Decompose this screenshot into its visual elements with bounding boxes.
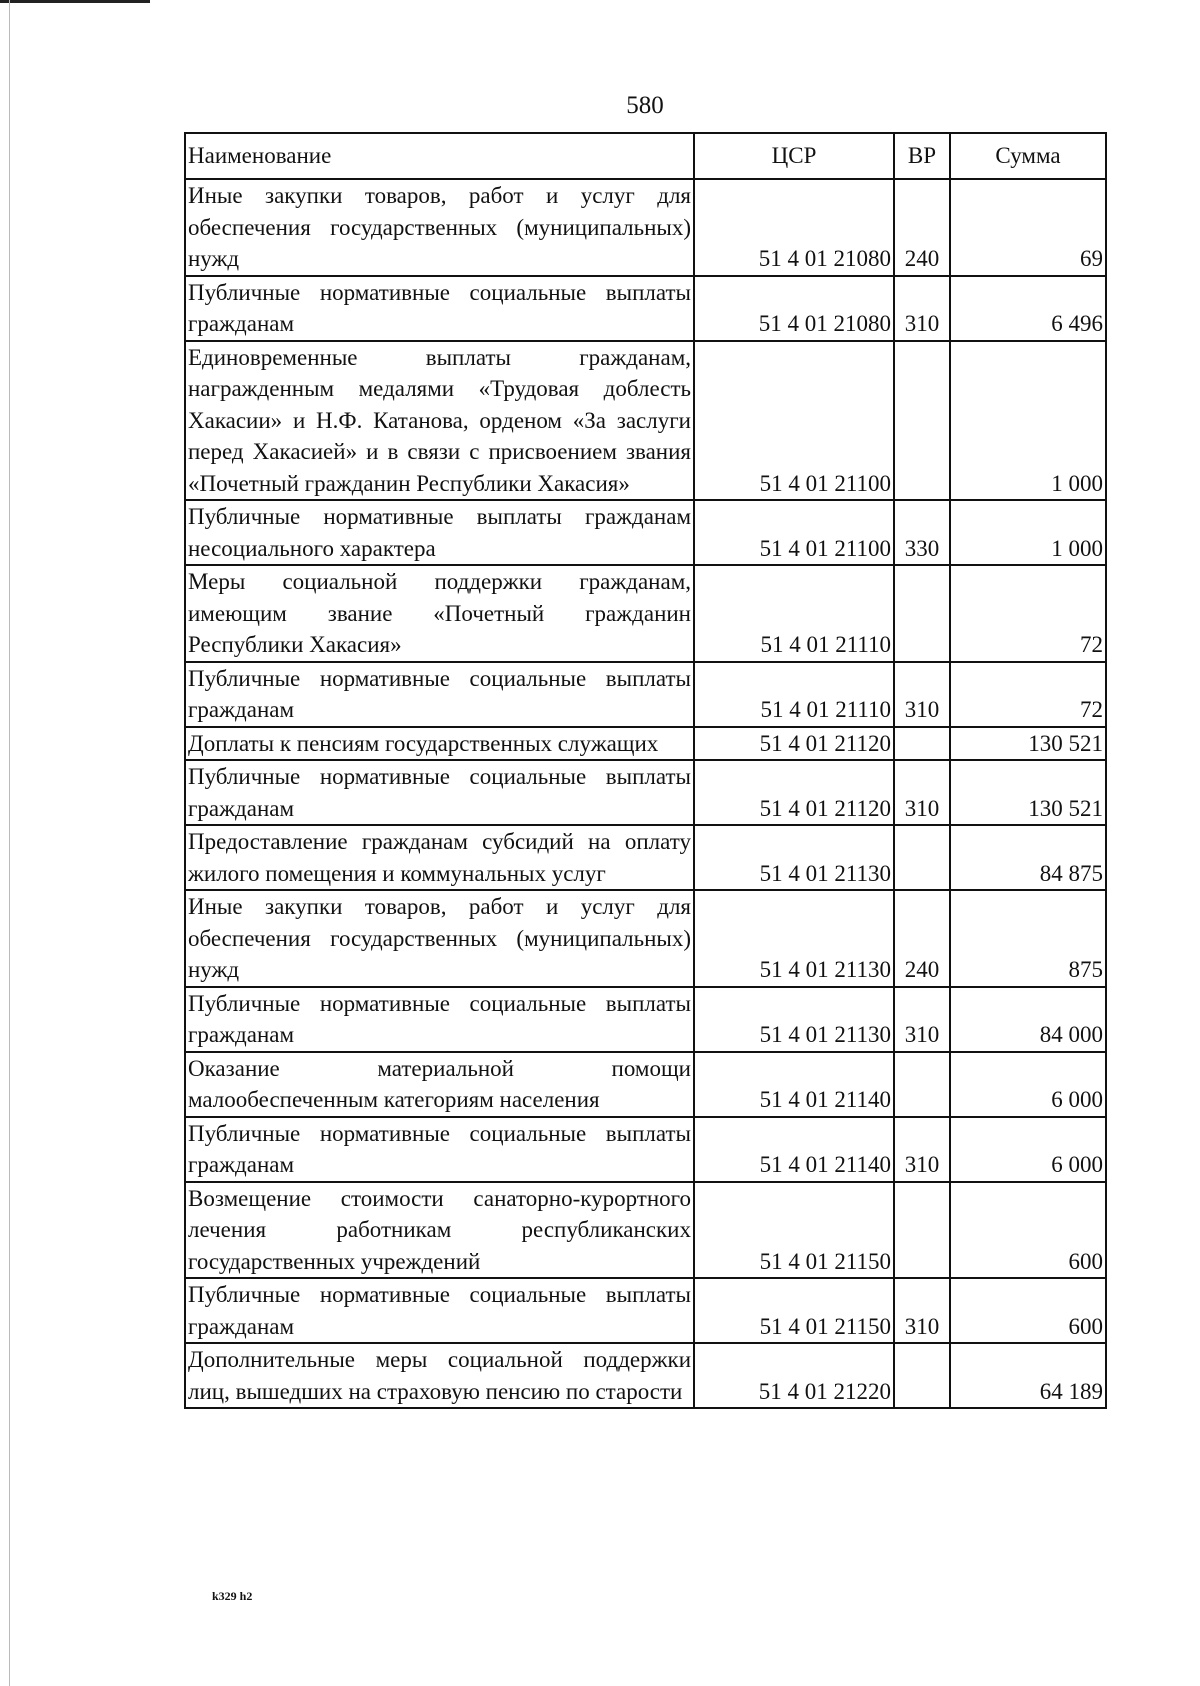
row-name-cell: Иные закупки товаров, работ и услуг для обеспечения государственных (муниципальных) нужд [185,179,694,276]
footer-code: k329 h2 [212,1589,253,1603]
row-csr-cell: 51 4 01 21220 [694,1343,894,1408]
table-row [185,760,1106,825]
row-vr-cell: 310 [894,276,950,341]
row-csr-cell: 51 4 01 21140 [694,1052,894,1117]
row-csr-cell: 51 4 01 21080 [694,179,894,276]
table-row [185,825,1106,890]
table-row [185,662,1106,727]
row-sum-cell: 72 [950,662,1106,727]
row-name-cell: Дополнительные меры социальной поддержки лиц, вышедших на страховую пенсию по старости [185,1343,694,1408]
table-row [185,276,1106,341]
row-vr-cell [894,341,950,501]
table-header-row [185,133,1106,179]
row-name-cell: Возмещение стоимости санаторно-курортного лечения работникам республиканских государственных учреждений [185,1182,694,1279]
row-sum-cell: 84 000 [950,987,1106,1052]
row-name-cell: Иные закупки товаров, работ и услуг для обеспечения государственных (муниципальных) нужд [185,890,694,987]
row-name-cell: Публичные нормативные социальные выплаты гражданам [185,1117,694,1182]
row-csr-cell: 51 4 01 21120 [694,760,894,825]
budget-table [184,132,1107,1409]
row-csr-cell: 51 4 01 21110 [694,565,894,662]
row-vr-cell: 310 [894,1278,950,1343]
row-sum-cell: 600 [950,1278,1106,1343]
row-csr-cell: 51 4 01 21140 [694,1117,894,1182]
row-sum-cell: 600 [950,1182,1106,1279]
row-csr-cell: 51 4 01 21110 [694,662,894,727]
row-name-cell: Публичные нормативные социальные выплаты гражданам [185,987,694,1052]
row-sum-cell: 64 189 [950,1343,1106,1408]
header-name: Наименование [185,133,694,179]
row-sum-cell: 130 521 [950,760,1106,825]
row-name-cell: Публичные нормативные выплаты гражданам несоциального характера [185,500,694,565]
row-name-cell: Доплаты к пенсиям государственных служащих [185,727,694,761]
row-sum-cell: 875 [950,890,1106,987]
row-name-cell: Публичные нормативные социальные выплаты гражданам [185,760,694,825]
row-vr-cell: 240 [894,890,950,987]
table-row [185,500,1106,565]
row-sum-cell: 1 000 [950,500,1106,565]
table-row [185,1278,1106,1343]
table-row [185,890,1106,987]
scan-edge-line [9,0,10,1686]
row-csr-cell: 51 4 01 21100 [694,341,894,501]
row-vr-cell: 310 [894,760,950,825]
header-csr: ЦСР [694,133,894,179]
table-row [185,727,1106,761]
row-name-cell: Публичные нормативные социальные выплаты гражданам [185,276,694,341]
row-sum-cell: 1 000 [950,341,1106,501]
row-csr-cell: 51 4 01 21150 [694,1278,894,1343]
row-csr-cell: 51 4 01 21130 [694,825,894,890]
row-vr-cell [894,565,950,662]
row-sum-cell: 6 000 [950,1052,1106,1117]
row-sum-cell: 130 521 [950,727,1106,761]
scan-edge-line [0,0,150,3]
table-row [185,1343,1106,1408]
row-csr-cell: 51 4 01 21150 [694,1182,894,1279]
table-row [185,341,1106,501]
row-name-cell: Публичные нормативные социальные выплаты гражданам [185,1278,694,1343]
header-sum: Сумма [950,133,1106,179]
row-csr-cell: 51 4 01 21130 [694,987,894,1052]
table-row [185,565,1106,662]
row-sum-cell: 72 [950,565,1106,662]
row-csr-cell: 51 4 01 21100 [694,500,894,565]
row-vr-cell [894,825,950,890]
row-name-cell: Публичные нормативные социальные выплаты гражданам [185,662,694,727]
row-vr-cell: 310 [894,1117,950,1182]
row-vr-cell: 310 [894,987,950,1052]
row-csr-cell: 51 4 01 21120 [694,727,894,761]
row-name-cell: Оказание материальной помощи малообеспеченным категориям населения [185,1052,694,1117]
row-vr-cell [894,1182,950,1279]
table-row [185,987,1106,1052]
row-csr-cell: 51 4 01 21130 [694,890,894,987]
header-vr: ВР [894,133,950,179]
row-sum-cell: 84 875 [950,825,1106,890]
table-body [185,179,1106,1408]
row-vr-cell: 310 [894,662,950,727]
row-sum-cell: 69 [950,179,1106,276]
table-row [185,1182,1106,1279]
row-vr-cell: 330 [894,500,950,565]
table-row [185,179,1106,276]
table-row [185,1117,1106,1182]
row-name-cell: Единовременные выплаты гражданам, награжденным медалями «Трудовая доблесть Хакасии» и Н.Ф. Катанова, орденом «За заслуги перед Хакасией» и в связи с присвоением звания «Почетный гражданин Республики Хакасия» [185,341,694,501]
row-sum-cell: 6 496 [950,276,1106,341]
row-sum-cell: 6 000 [950,1117,1106,1182]
page-number: 580 [626,92,664,119]
row-vr-cell [894,1343,950,1408]
row-vr-cell [894,1052,950,1117]
row-csr-cell: 51 4 01 21080 [694,276,894,341]
table-row [185,1052,1106,1117]
row-vr-cell: 240 [894,179,950,276]
row-name-cell: Меры социальной поддержки гражданам, имеющим звание «Почетный гражданин Республики Хакасия» [185,565,694,662]
row-name-cell: Предоставление гражданам субсидий на оплату жилого помещения и коммунальных услуг [185,825,694,890]
row-vr-cell [894,727,950,761]
